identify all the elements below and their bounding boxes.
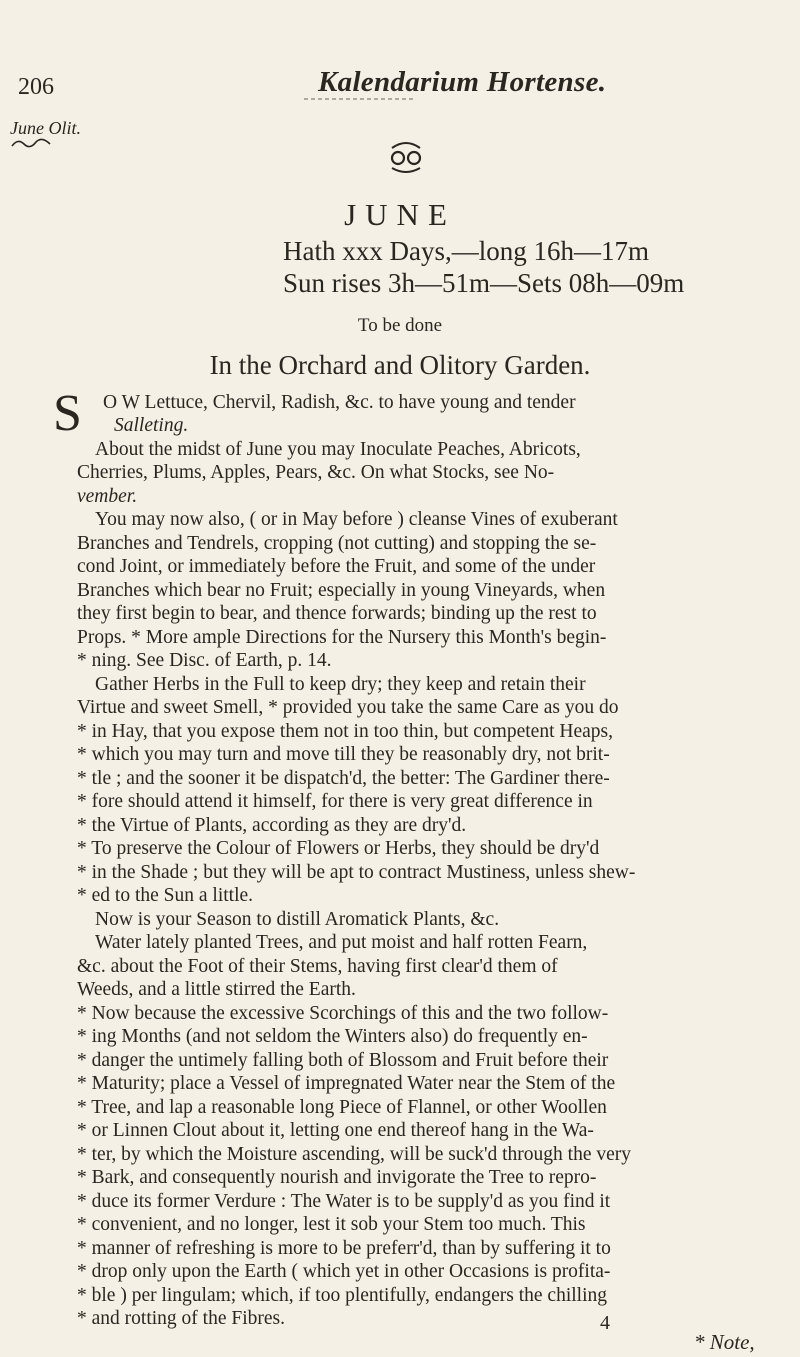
drop-cap: S [53,385,82,442]
text-line: * manner of refreshing is more to be preferr'd, than by suffering it to [77,1238,611,1259]
catchword: * Note, [694,1330,755,1354]
text-line: * ed to the Sun a little. [77,885,254,906]
text-line: * drop only upon the Earth ( which yet in other Occasions is profita- [77,1261,611,1282]
margin-note: June Olit. [10,118,81,138]
text-line: * the Virtue of Plants, according as they are dry'd. [77,815,467,836]
text-line: vember. [77,486,138,507]
text-line: * convenient, and no longer, lest it sob your Stem too much. This [77,1214,586,1235]
text-line: Salleting. [114,415,189,436]
to-be-done-label: To be done [357,315,443,336]
days-length-line: Hath xxx Days,—long 16h—17m [283,236,649,266]
text-line: * ing Months (and not seldom the Winters also) do frequently en- [77,1026,588,1047]
text-line: * tle ; and the sooner it be dispatch'd, the better: The Gardiner there- [77,768,610,789]
text-line: * or Linnen Clout about it, letting one end thereof hang in the Wa- [77,1120,594,1141]
text-line: * Maturity; place a Vessel of impregnated Water near the Stem of the [77,1073,616,1094]
text-line: Weeds, and a little stirred the Earth. [77,979,356,1000]
text-line: You may now also, ( or in May before ) cleanse Vines of exuberant [95,509,618,530]
sunrise-sunset-line: Sun rises 3h—51m—Sets 08h—09m [283,268,685,298]
text-line: * Bark, and consequently nourish and invigorate the Tree to repro- [77,1167,597,1188]
month-title: JUNE [344,197,456,232]
running-head-rule [304,96,424,102]
page-number: 206 [18,74,54,100]
text-line: * which you may turn and move till they be reasonably dry, not brit- [77,744,610,765]
text-line: &c. about the Foot of their Stems, having first clear'd them of [77,956,558,977]
text-line: About the midst of June you may Inoculate Peaches, Abricots, [95,439,581,460]
text-line: * in the Shade ; but they will be apt to contract Mustiness, unless shew- [77,862,636,883]
text-line: * To preserve the Colour of Flowers or Herbs, they should be dry'd [77,838,600,859]
text-line: * duce its former Verdure : The Water is to be supply'd as you find it [77,1191,611,1212]
text-line: * Tree, and lap a reasonable long Piece of Flannel, or other Woollen [77,1097,607,1118]
running-head: Kalendarium Hortense. [318,66,607,98]
text-line: * ble ) per lingulam; which, if too plentifully, endangers the chilling [77,1285,607,1306]
text-line: * fore should attend it himself, for there is very great difference in [77,791,593,812]
text-line: * ning. See Disc. of Earth, p. 14. [77,650,332,671]
text-line: Virtue and sweet Smell, * provided you take the same Care as you do [77,697,619,718]
text-line: * in Hay, that you expose them not in too thin, but competent Heaps, [77,721,613,742]
text-line: cond Joint, or immediately before the Fruit, and some of the under [77,556,596,577]
text-line: they first begin to bear, and thence forwards; binding up the rest to [77,603,597,624]
text-line: Now is your Season to distill Aromatick Plants, &c. [95,909,500,930]
text-line: Props. * More ample Directions for the Nursery this Month's begin- [77,627,607,648]
signature-mark: 4 [600,1312,610,1334]
text-line: * Now because the excessive Scorchings of this and the two follow- [77,1003,609,1024]
cancer-zodiac-ornament-icon [386,140,426,174]
text-line: Water lately planted Trees, and put moist and half rotten Fearn, [95,932,588,953]
text-line: Cherries, Plums, Apples, Pears, &c. On what Stocks, see No- [77,462,555,483]
text-line: * and rotting of the Fibres. [77,1308,285,1329]
text-line: Branches and Tendrels, cropping (not cutting) and stopping the se- [77,533,597,554]
text-line: * ter, by which the Moisture ascending, will be suck'd through the very [77,1144,632,1165]
margin-flourish-icon [10,136,54,150]
section-heading: In the Orchard and Olitory Garden. [209,350,591,380]
text-line: Gather Herbs in the Full to keep dry; they keep and retain their [95,674,586,695]
text-line: O W Lettuce, Chervil, Radish, &c. to have young and tender [103,392,576,413]
text-line: * danger the untimely falling both of Blossom and Fruit before their [77,1050,609,1071]
text-line: Branches which bear no Fruit; especially in young Vineyards, when [77,580,606,601]
